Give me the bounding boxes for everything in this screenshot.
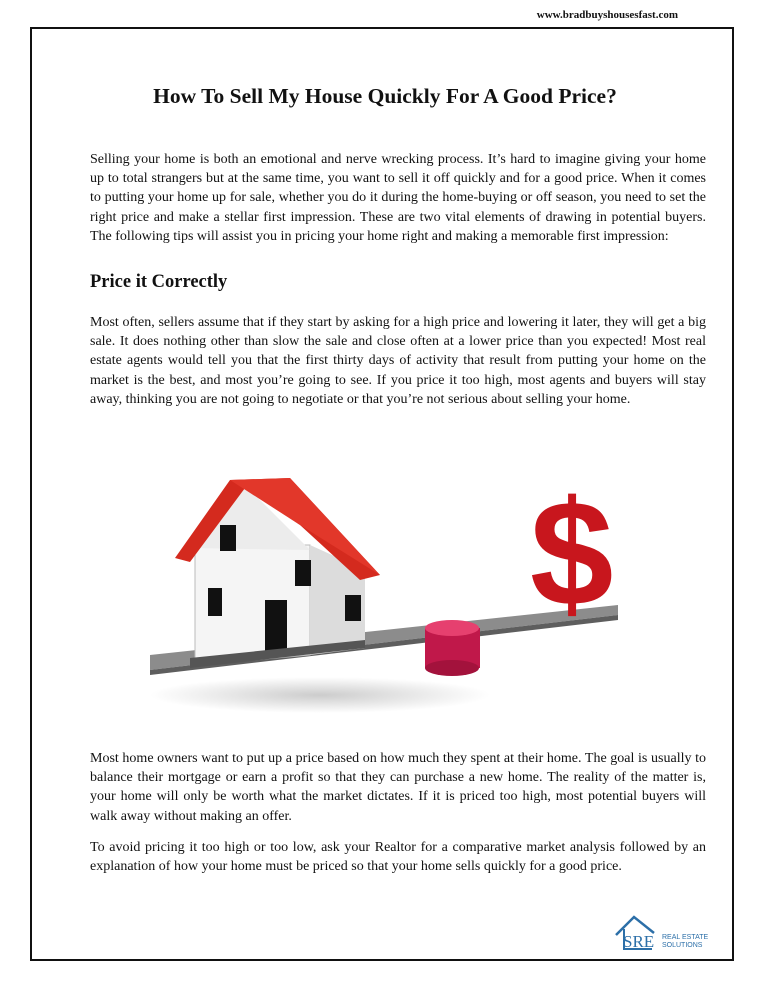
section-paragraph-1: Most often, sellers assume that if they start by asking for a high price and lowering it later, they will get a big sale. It does nothing other than slow the sale and close often at a lower price than you expected! Most real estate agents would tell you that the first thirty days of activity that result from putting your home on the market is the best, and most you’re going to see. If you price it too high, most agents and buyers will stay away, thinking you are not going to negotiate or that you’re not serious about selling your home.	[90, 315, 706, 407]
site-url[interactable]: www.bradbuyshousesfast.com	[536, 9, 678, 21]
section-heading: Price it Correctly	[90, 272, 228, 292]
house-icon	[175, 478, 380, 668]
dollar-sign-icon: $	[530, 470, 614, 637]
house-price-seesaw-illustration	[150, 470, 620, 720]
ground-shadow	[150, 677, 490, 713]
sre-logo	[614, 911, 710, 951]
logo-line-1: REAL ESTATE	[662, 934, 709, 941]
logo-line-2: SOLUTIONS	[662, 942, 703, 949]
article-title: How To Sell My House Quickly For A Good Price?	[153, 84, 617, 108]
section-paragraph-2: Most home owners want to put up a price based on how much they spent at their home. The goal is usually to balance their mortgage or earn a profit so that they can purchase a new home. The reality of the matter is, your home will only be worth what the market dictates. If it is priced too high, most potential buyers will walk away without making an offer.	[90, 751, 706, 824]
intro-paragraph: Selling your home is both an emotional and nerve wrecking process. It’s hard to imagine giving your home up to total strangers but at the same time, you want to sell it off quickly and for a good price. When it comes to putting your home up for sale, whether you do it during the home-buying or off season, you need to set the right price and make a stellar first impression. These are two vital elements of drawing in potential buyers. The following tips will assist you in pricing your home right and making a memorable first impression:	[90, 152, 706, 244]
logo-mark: SRE	[623, 932, 655, 951]
section-paragraph-3: To avoid pricing it too high or too low, ask your Realtor for a comparative market analysis followed by an explanation of how your home must be priced so that your home sells quickly for a good price.	[90, 840, 706, 875]
